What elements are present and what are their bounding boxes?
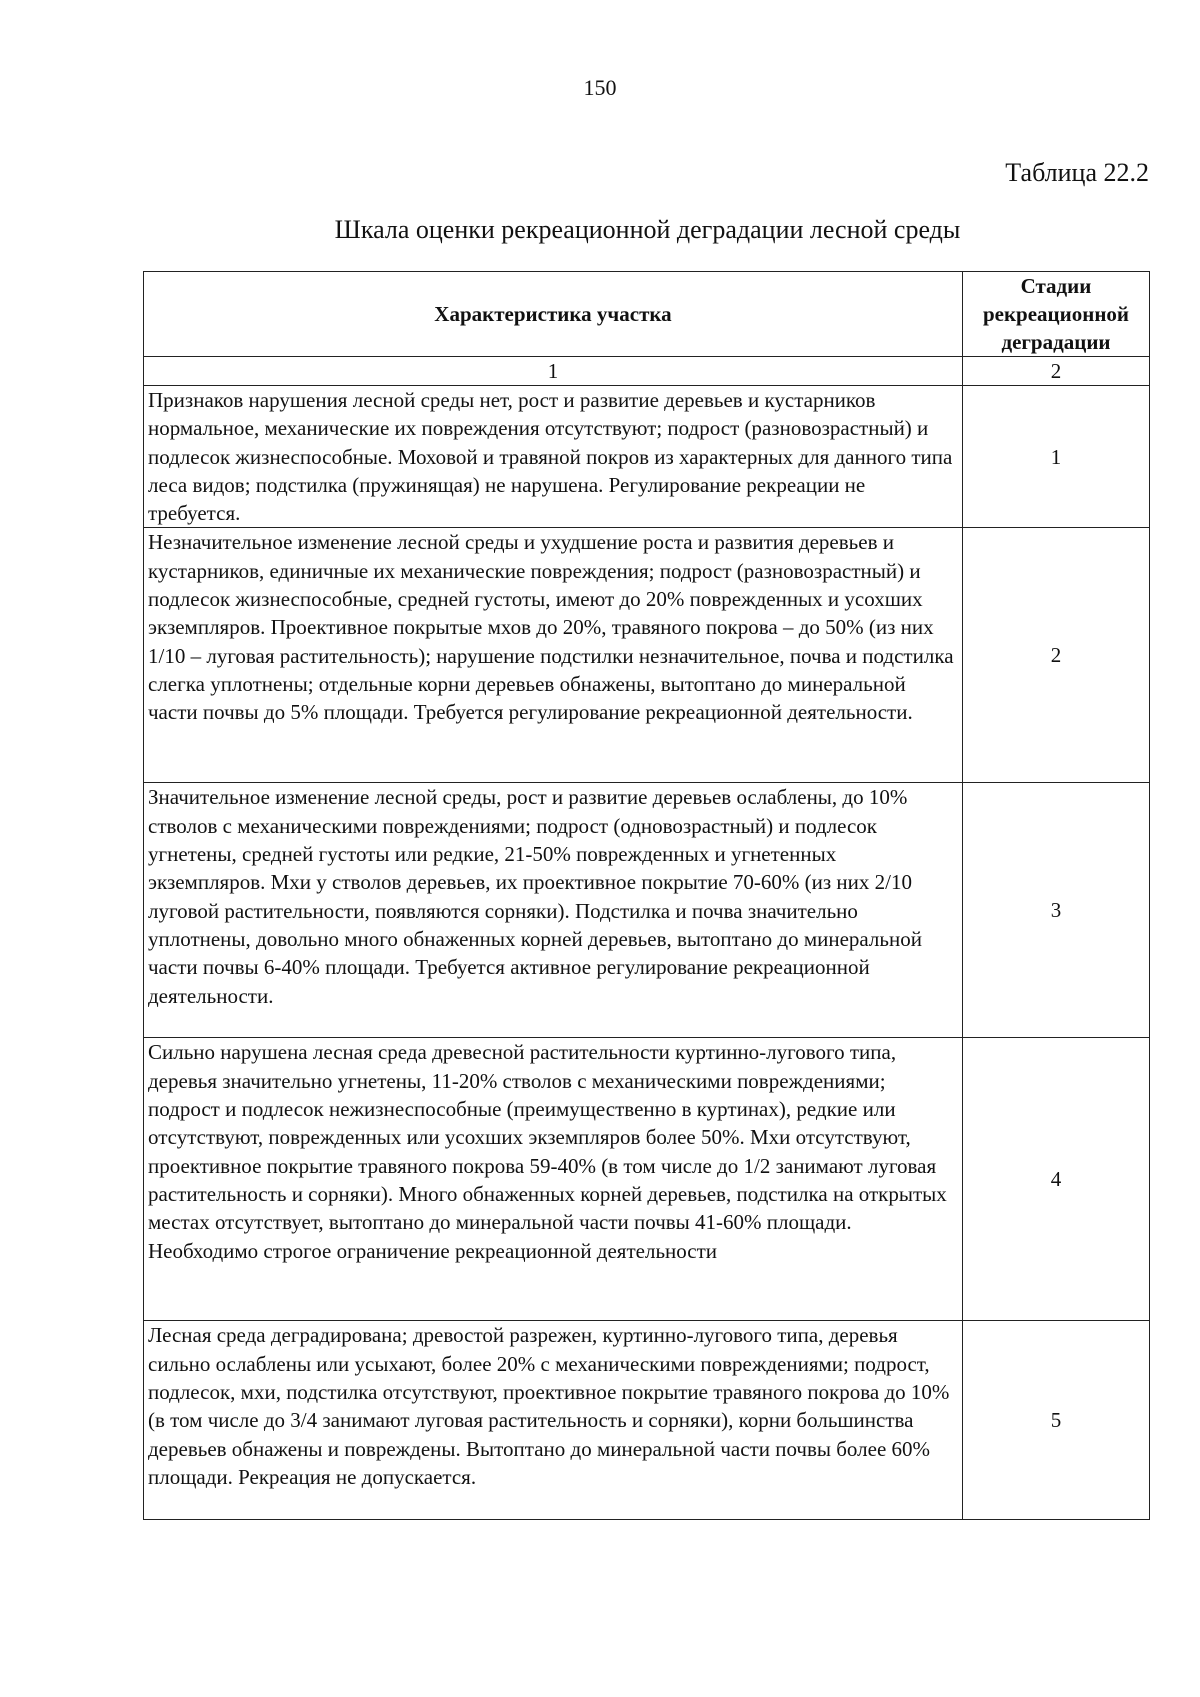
header-characteristic: Характеристика участка [144, 272, 963, 357]
row-stage: 4 [963, 1038, 1150, 1321]
table-row [144, 1038, 1150, 1321]
table-row [144, 528, 1150, 783]
table-label: Таблица 22.2 [1005, 158, 1149, 187]
row-stage: 1 [963, 386, 1150, 528]
row-description: Незначительное изменение лесной среды и ухудшение роста и развития деревьев и кустарников, единичные их механические повреждения; подрост (разновозрастный) и подлесок жизнеспособные, средней густоты, имеют до 20% поврежденных и усохших экземпляров. Проективное покрытые мхов до 20%, травяного покрова – до 50% (из них 1/10 – луговая растительность); нарушение подстилки незначительное, почва и подстилка слегка уплотнены; отдельные корни деревьев обнажены, вытоптано до минеральной части почвы до 5% площади. Требуется регулирование рекреационной деятельности. [144, 528, 963, 783]
degradation-scale-table [143, 271, 1150, 1520]
header-stage-line: Стадии [1020, 274, 1092, 298]
page-number: 150 [583, 75, 617, 100]
table-title: Шкала оценки рекреационной деградации лесной среды [334, 215, 961, 244]
column-number-row [144, 357, 1150, 386]
row-description: Признаков нарушения лесной среды нет, рост и развитие деревьев и кустарников нормальное, механические их повреждения отсутствуют; подрост (разновозрастный) и подлесок жизнеспособные. Моховой и травяной покров из характерных для данного типа леса видов; подстилка (пружинящая) не нарушена. Регулирование рекреации не требуется. [144, 386, 963, 528]
column-number: 1 [144, 357, 963, 386]
row-stage: 3 [963, 783, 1150, 1038]
row-description: Значительное изменение лесной среды, рост и развитие деревьев ослаблены, до 10% стволов с механическими повреждениями; подрост (одновозрастный) и подлесок угнетены, средней густоты или редкие, 21-50% поврежденных и угнетенных экземпляров. Мхи у стволов деревьев, их проективное покрытие 70-60% (из них 2/10 луговой растительности, появляются сорняки). Подстилка и почва значительно уплотнены, довольно много обнаженных корней деревьев, вытоптано до минеральной части почвы 6-40% площади. Требуется активное регулирование рекреационной деятельности. [144, 783, 963, 1038]
table-header-row [144, 272, 1150, 357]
header-stage-line: деградации [1001, 330, 1111, 354]
row-stage: 5 [963, 1321, 1150, 1520]
row-description: Сильно нарушена лесная среда древесной растительности куртинно-лугового типа, деревья значительно угнетены, 11-20% стволов с механическими повреждениями; подрост и подлесок нежизнеспособные (преимущественно в куртинах), редкие или отсутствуют, поврежденных или усохших экземпляров более 50%. Мхи отсутствуют, проективное покрытие травяного покрова 59-40% (в том числе до 1/2 занимают луговая растительность и сорняки). Много обнаженных корней деревьев, подстилка на открытых местах отсутствует, вытоптано до минеральной части почвы 41-60% площади. Необходимо строгое ограничение рекреационной деятельности [144, 1038, 963, 1321]
row-description: Лесная среда деградирована; древостой разрежен, куртинно-лугового типа, деревья сильно ослаблены или усыхают, более 20% с механическими повреждениями; подрост, подлесок, мхи, подстилка отсутствуют, проективное покрытие травяного покрова до 10% (в том числе до 3/4 занимают луговая растительность и сорняки), корни большинства деревьев обнажены и повреждены. Вытоптано до минеральной части почвы более 60% площади. Рекреация не допускается. [144, 1321, 963, 1520]
table-row [144, 386, 1150, 528]
header-stage-line: рекреационной [982, 302, 1130, 326]
column-number: 2 [963, 357, 1150, 386]
table-row [144, 1321, 1150, 1520]
row-stage: 2 [963, 528, 1150, 783]
table-row [144, 783, 1150, 1038]
header-stage [963, 272, 1150, 357]
